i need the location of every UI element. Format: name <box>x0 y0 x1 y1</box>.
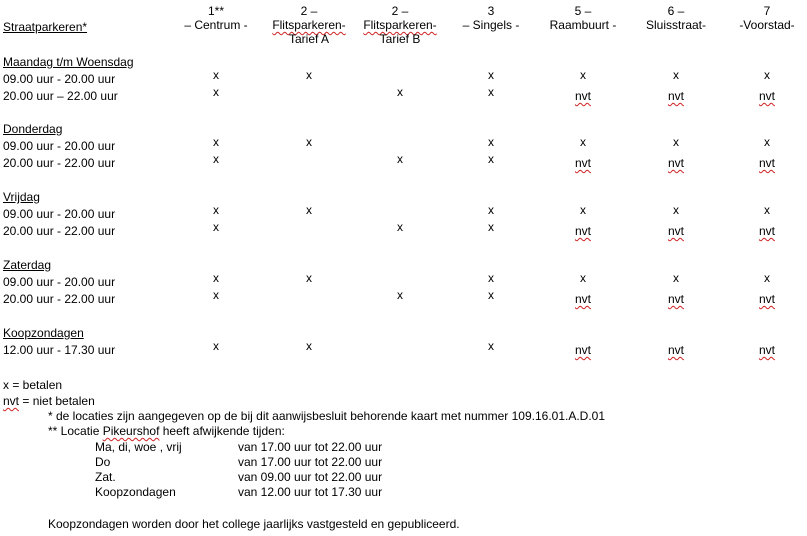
note-double-star <box>48 424 285 438</box>
table-cell <box>737 343 797 357</box>
column-header-line: – Centrum - <box>184 18 248 32</box>
column-header-line: – Singels - <box>462 18 520 32</box>
group-heading: Koopzondagen <box>3 326 84 340</box>
table-cell <box>646 292 706 306</box>
free-mark: nvt <box>574 156 591 170</box>
deviating-hours: van 17.00 uur tot 22.00 uur <box>238 455 383 469</box>
group-heading: Zaterdag <box>3 258 52 272</box>
note-star: * de locaties zijn aangegeven op de bij dit aanwijsbesluit behorende kaart met nummer 109.16.01.A.D.01 <box>48 409 606 423</box>
paid-mark: x <box>213 203 219 217</box>
table-cell <box>553 68 613 82</box>
paid-mark: x <box>488 339 494 353</box>
paid-mark: x <box>397 152 403 166</box>
table-cell <box>737 292 797 306</box>
table-cell <box>646 271 706 285</box>
free-mark: nvt <box>667 224 684 238</box>
paid-mark: x <box>306 203 312 217</box>
deviating-day: Do <box>95 455 111 469</box>
table-cell <box>370 85 430 99</box>
free-mark: nvt <box>574 343 591 357</box>
table-cell <box>553 224 613 238</box>
table-cell <box>279 203 339 217</box>
table-cell <box>370 152 430 166</box>
free-mark: nvt <box>758 292 775 306</box>
table-cell <box>646 224 706 238</box>
paid-mark: x <box>397 288 403 302</box>
free-mark: nvt <box>758 343 775 357</box>
column-header-line: -Voorstad- <box>739 18 795 32</box>
time-range: 09.00 uur - 20.00 uur <box>3 72 116 86</box>
location-name: Pikeurshof <box>102 424 160 438</box>
paid-mark: x <box>488 152 494 166</box>
paid-mark: x <box>673 271 679 285</box>
paid-mark: x <box>213 152 219 166</box>
table-cell <box>553 271 613 285</box>
table-cell <box>186 68 246 82</box>
table-cell <box>646 135 706 149</box>
table-cell <box>646 343 706 357</box>
deviating-hours: van 17.00 uur tot 22.00 uur <box>238 440 383 454</box>
deviating-hours: van 09.00 uur tot 22.00 uur <box>238 470 383 484</box>
table-cell <box>553 203 613 217</box>
group-heading: Vrijdag <box>3 190 40 204</box>
paid-mark: x <box>306 135 312 149</box>
group-heading: Donderdag <box>3 122 63 136</box>
column-header-line: Tarief A <box>288 32 330 46</box>
table-cell <box>461 288 521 302</box>
table-cell <box>737 68 797 82</box>
paid-mark: x <box>213 339 219 353</box>
free-mark: nvt <box>574 89 591 103</box>
paid-mark: x <box>488 271 494 285</box>
table-cell <box>461 152 521 166</box>
free-mark: nvt <box>667 343 684 357</box>
table-cell <box>370 288 430 302</box>
table-cell <box>737 89 797 103</box>
table-cell <box>186 203 246 217</box>
paid-mark: x <box>488 203 494 217</box>
paid-mark: x <box>213 288 219 302</box>
footer-note: Koopzondagen worden door het college jaarlijks vastgesteld en gepubliceerd. <box>48 517 460 531</box>
column-header-line: 2 – <box>391 4 409 18</box>
table-cell <box>279 271 339 285</box>
paid-mark: x <box>673 68 679 82</box>
paid-mark: x <box>213 85 219 99</box>
column-header-line: Tarief B <box>379 32 421 46</box>
table-cell <box>553 89 613 103</box>
column-header-line: Flitsparkeren- <box>363 18 437 32</box>
paid-mark: x <box>673 135 679 149</box>
legend-x: x = betalen <box>3 378 63 392</box>
paid-mark: x <box>306 271 312 285</box>
paid-mark: x <box>488 68 494 82</box>
table-cell <box>737 271 797 285</box>
free-mark: nvt <box>574 292 591 306</box>
table-cell <box>279 339 339 353</box>
paid-mark: x <box>673 203 679 217</box>
paid-mark: x <box>488 288 494 302</box>
paid-mark: x <box>580 68 586 82</box>
column-header-line: 7 <box>763 4 771 18</box>
table-cell <box>461 203 521 217</box>
table-cell <box>646 89 706 103</box>
table-title <box>3 20 87 34</box>
paid-mark: x <box>764 271 770 285</box>
time-range: 20.00 uur - 22.00 uur <box>3 156 116 170</box>
table-cell <box>186 220 246 234</box>
column-header-line: Raambuurt - <box>549 18 617 32</box>
deviating-hours: van 12.00 uur tot 17.30 uur <box>238 485 383 499</box>
free-mark: nvt <box>758 224 775 238</box>
table-cell <box>737 156 797 170</box>
column-header-line: Flitsparkeren- <box>272 18 346 32</box>
group-heading: Maandag t/m Woensdag <box>3 55 134 69</box>
free-mark: nvt <box>667 292 684 306</box>
table-cell <box>646 156 706 170</box>
paid-mark: x <box>764 68 770 82</box>
table-cell <box>461 68 521 82</box>
table-cell <box>461 220 521 234</box>
table-cell <box>461 339 521 353</box>
paid-mark: x <box>213 135 219 149</box>
table-cell <box>737 135 797 149</box>
legend-nvt <box>3 394 95 408</box>
deviating-day: Koopzondagen <box>95 485 176 499</box>
legend-nvt-term: nvt <box>3 394 20 408</box>
paid-mark: x <box>488 85 494 99</box>
time-range: 12.00 uur - 17.30 uur <box>3 343 116 357</box>
paid-mark: x <box>580 271 586 285</box>
column-header-line: 5 – <box>574 4 592 18</box>
paid-mark: x <box>397 85 403 99</box>
column-header-line: 1** <box>207 4 224 18</box>
table-cell <box>186 135 246 149</box>
table-cell <box>737 224 797 238</box>
column-header-7 <box>712 4 807 32</box>
time-range: 09.00 uur - 20.00 uur <box>3 139 116 153</box>
table-cell <box>186 271 246 285</box>
note-double-star-rest: heeft afwijkende tijden: <box>159 424 285 438</box>
time-range: 20.00 uur - 22.00 uur <box>3 292 116 306</box>
column-header-line: 2 – <box>300 4 318 18</box>
table-cell <box>553 156 613 170</box>
table-cell <box>279 68 339 82</box>
table-cell <box>553 292 613 306</box>
table-cell <box>186 288 246 302</box>
paid-mark: x <box>213 220 219 234</box>
table-cell <box>646 68 706 82</box>
free-mark: nvt <box>667 156 684 170</box>
time-range: 09.00 uur - 20.00 uur <box>3 207 116 221</box>
column-header-line: 6 – <box>667 4 685 18</box>
time-range: 20.00 uur – 22.00 uur <box>3 89 118 103</box>
table-cell <box>737 203 797 217</box>
table-cell <box>646 203 706 217</box>
paid-mark: x <box>764 135 770 149</box>
free-mark: nvt <box>758 89 775 103</box>
free-mark: nvt <box>758 156 775 170</box>
paid-mark: x <box>397 220 403 234</box>
table-cell <box>461 135 521 149</box>
free-mark: nvt <box>667 89 684 103</box>
table-cell <box>370 220 430 234</box>
paid-mark: x <box>580 203 586 217</box>
table-cell <box>279 135 339 149</box>
column-header-line: 3 <box>487 4 495 18</box>
table-cell <box>186 85 246 99</box>
paid-mark: x <box>213 68 219 82</box>
deviating-day: Ma, di, woe , vrij <box>95 440 182 454</box>
deviating-day: Zat. <box>95 470 116 484</box>
table-cell <box>553 343 613 357</box>
note-double-star-intro: ** Locatie <box>48 424 103 438</box>
legend-nvt-meaning: = niet betalen <box>19 394 95 408</box>
time-range: 20.00 uur - 22.00 uur <box>3 224 116 238</box>
table-title-text: Straatparkeren* <box>3 20 88 34</box>
paid-mark: x <box>580 135 586 149</box>
table-cell <box>461 271 521 285</box>
paid-mark: x <box>213 271 219 285</box>
paid-mark: x <box>764 203 770 217</box>
column-header-line: Sluisstraat- <box>645 18 707 32</box>
table-cell <box>186 152 246 166</box>
paid-mark: x <box>488 135 494 149</box>
table-cell <box>461 85 521 99</box>
time-range: 09.00 uur - 20.00 uur <box>3 275 116 289</box>
paid-mark: x <box>306 68 312 82</box>
free-mark: nvt <box>574 224 591 238</box>
table-cell <box>186 339 246 353</box>
table-cell <box>553 135 613 149</box>
paid-mark: x <box>306 339 312 353</box>
paid-mark: x <box>488 220 494 234</box>
